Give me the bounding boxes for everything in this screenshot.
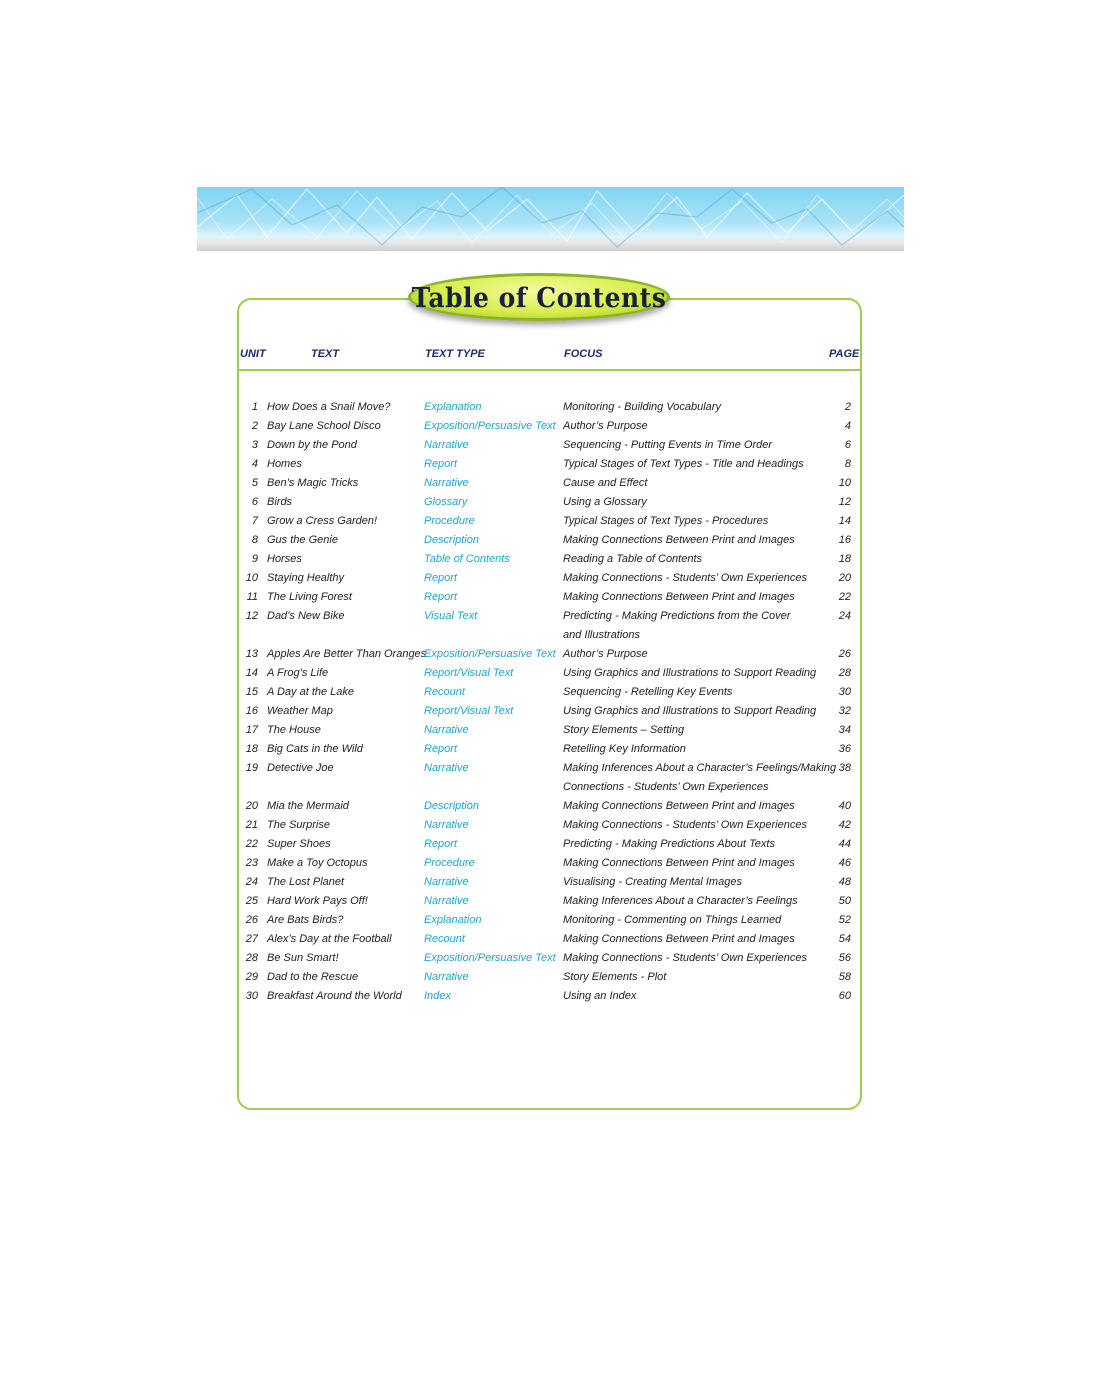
page-number: 28	[838, 667, 851, 679]
focus: Cause and Effect	[563, 477, 648, 489]
page-number: 18	[838, 553, 851, 565]
page-number: 40	[838, 800, 851, 812]
table-row	[0, 569, 1100, 588]
unit-number: 21	[245, 819, 258, 831]
unit-number: 23	[245, 857, 258, 869]
text-title: Staying Healthy	[267, 572, 345, 584]
text-title: Down by the Pond	[267, 439, 357, 451]
header-page: PAGE	[829, 348, 860, 360]
focus: Typical Stages of Text Types - Procedures	[563, 515, 769, 527]
page-number: 46	[838, 857, 851, 869]
focus: Author’s Purpose	[563, 648, 648, 660]
table-row	[0, 949, 1100, 968]
table-row	[0, 436, 1100, 455]
unit-number: 3	[251, 439, 258, 451]
page-number: 10	[838, 477, 851, 489]
text-type: Report	[424, 838, 458, 850]
text-type: Visual Text	[424, 610, 478, 622]
unit-number: 29	[245, 971, 258, 983]
table-row	[0, 626, 1100, 645]
header-banner	[197, 187, 904, 251]
text-type: Recount	[424, 933, 465, 945]
page-number: 30	[838, 686, 851, 698]
page-number: 34	[838, 724, 851, 736]
unit-number: 9	[251, 553, 258, 565]
focus: Reading a Table of Contents	[563, 553, 703, 565]
focus: Making Connections - Students’ Own Experiences	[563, 952, 807, 964]
table-row	[0, 740, 1100, 759]
text-title: Are Bats Birds?	[267, 914, 344, 926]
text-title: Bay Lane School Disco	[267, 420, 381, 432]
table-row	[0, 987, 1100, 1006]
unit-number: 20	[245, 800, 258, 812]
header-text: TEXT	[311, 348, 340, 360]
focus: Using an Index	[563, 990, 637, 1002]
table-row	[0, 683, 1100, 702]
unit-number: 30	[245, 990, 258, 1002]
unit-number: 2	[251, 420, 258, 432]
unit-number: 7	[251, 515, 258, 527]
text-type: Description	[424, 534, 480, 546]
text-type: Report/Visual Text	[424, 705, 514, 717]
table-row	[0, 892, 1100, 911]
text-type: Narrative	[424, 477, 469, 489]
focus: Sequencing - Putting Events in Time Order	[563, 439, 773, 451]
text-title: Grow a Cress Garden!	[267, 515, 378, 527]
table-row	[0, 873, 1100, 892]
header-focus: FOCUS	[564, 348, 603, 360]
unit-number: 13	[245, 648, 258, 660]
focus: Making Connections Between Print and Images	[563, 591, 795, 603]
text-title: Big Cats in the Wild	[267, 743, 363, 755]
text-type: Explanation	[424, 401, 482, 413]
table-row	[0, 531, 1100, 550]
text-type: Recount	[424, 686, 465, 698]
unit-number: 24	[245, 876, 258, 888]
text-type: Report	[424, 458, 458, 470]
page-number: 36	[838, 743, 851, 755]
text-type: Description	[424, 800, 480, 812]
text-title: Detective Joe	[267, 762, 334, 774]
unit-number: 26	[245, 914, 258, 926]
focus: Story Elements – Setting	[563, 724, 685, 736]
text-type: Narrative	[424, 762, 469, 774]
unit-number: 5	[251, 477, 258, 489]
focus: Making Connections - Students’ Own Experiences	[563, 819, 807, 831]
text-type: Exposition/Persuasive Text	[424, 420, 556, 432]
focus: Monitoring - Commenting on Things Learned	[563, 914, 782, 926]
unit-number: 16	[245, 705, 258, 717]
text-type: Narrative	[424, 895, 469, 907]
page-number: 56	[838, 952, 851, 964]
header-divider	[238, 369, 862, 371]
table-row	[0, 493, 1100, 512]
unit-number: 22	[245, 838, 258, 850]
focus: Author’s Purpose	[563, 420, 648, 432]
banner-zigzag-pattern	[197, 187, 904, 251]
page-number: 6	[844, 439, 851, 451]
text-type: Explanation	[424, 914, 482, 926]
focus: Making Connections Between Print and Images	[563, 800, 795, 812]
table-row	[0, 835, 1100, 854]
unit-number: 1	[251, 401, 258, 413]
focus: Story Elements - Plot	[563, 971, 667, 983]
table-row	[0, 854, 1100, 873]
focus: Using a Glossary	[563, 496, 647, 508]
unit-number: 8	[251, 534, 258, 546]
focus: Making Inferences About a Character’s Feelings	[563, 895, 798, 907]
page-number: 52	[838, 914, 851, 926]
focus: and Illustrations	[563, 629, 641, 641]
table-row	[0, 512, 1100, 531]
focus: Making Connections Between Print and Images	[563, 534, 795, 546]
text-type: Narrative	[424, 971, 469, 983]
page-title: Table of Contents	[411, 281, 667, 313]
page-number: 58	[838, 971, 851, 983]
text-type: Index	[424, 990, 451, 1002]
page-number: 44	[838, 838, 851, 850]
text-type: Report	[424, 591, 458, 603]
page-number: 14	[838, 515, 851, 527]
text-type: Glossary	[424, 496, 468, 508]
text-title: Be Sun Smart!	[267, 952, 339, 964]
text-type: Procedure	[424, 857, 475, 869]
text-title: Make a Toy Octopus	[267, 857, 368, 869]
focus: Monitoring - Building Vocabulary	[563, 401, 721, 413]
table-row	[0, 398, 1100, 417]
table-row	[0, 911, 1100, 930]
text-title: Alex’s Day at the Football	[267, 933, 392, 945]
page-number: 32	[838, 705, 851, 717]
text-title: Gus the Genie	[267, 534, 338, 546]
page-number: 20	[838, 572, 851, 584]
focus: Predicting - Making Predictions About Texts	[563, 838, 775, 850]
table-row	[0, 417, 1100, 436]
focus: Making Connections - Students’ Own Experiences	[563, 572, 807, 584]
text-title: Mia the Mermaid	[267, 800, 349, 812]
unit-number: 28	[245, 952, 258, 964]
text-title: A Day at the Lake	[267, 686, 355, 698]
focus: Using Graphics and Illustrations to Support Reading	[563, 667, 817, 679]
page-number: 4	[844, 420, 851, 432]
text-type: Procedure	[424, 515, 475, 527]
text-type: Report/Visual Text	[424, 667, 514, 679]
unit-number: 14	[245, 667, 258, 679]
unit-number: 11	[246, 591, 258, 603]
table-row	[0, 721, 1100, 740]
text-type: Narrative	[424, 724, 469, 736]
page-number: 22	[838, 591, 851, 603]
page-number: 12	[838, 496, 851, 508]
header-unit: UNIT	[240, 348, 266, 360]
text-type: Exposition/Persuasive Text	[424, 648, 556, 660]
focus: Predicting - Making Predictions from the Cover	[563, 610, 791, 622]
page-number: 42	[838, 819, 851, 831]
unit-number: 4	[251, 458, 258, 470]
text-type: Narrative	[424, 439, 469, 451]
text-title: Apples Are Better Than Oranges	[267, 648, 427, 660]
table-row	[0, 778, 1100, 797]
table-row	[0, 474, 1100, 493]
focus: Retelling Key Information	[563, 743, 686, 755]
header-text-type: TEXT TYPE	[425, 348, 485, 360]
page-number: 54	[838, 933, 851, 945]
table-row	[0, 759, 1100, 778]
focus: Sequencing - Retelling Key Events	[563, 686, 733, 698]
page-number: 60	[838, 990, 851, 1002]
unit-number: 17	[245, 724, 258, 736]
text-title: The Surprise	[267, 819, 330, 831]
unit-number: 10	[245, 572, 258, 584]
text-title: The House	[267, 724, 321, 736]
page-number: 50	[838, 895, 851, 907]
text-type: Exposition/Persuasive Text	[424, 952, 556, 964]
text-title: The Lost Planet	[267, 876, 345, 888]
focus: Connections - Students’ Own Experiences	[563, 781, 769, 793]
table-row	[0, 968, 1100, 987]
text-title: Homes	[267, 458, 302, 470]
table-row	[0, 607, 1100, 626]
page-number: 2	[844, 401, 851, 413]
focus: Making Connections Between Print and Images	[563, 933, 795, 945]
contents-table	[0, 398, 1100, 1006]
unit-number: 25	[245, 895, 258, 907]
text-type: Report	[424, 743, 458, 755]
text-title: How Does a Snail Move?	[267, 401, 391, 413]
page-number: 38	[838, 762, 851, 774]
page-number: 26	[838, 648, 851, 660]
focus: Making Inferences About a Character’s Feelings/Making	[563, 762, 837, 774]
text-title: Dad to the Rescue	[267, 971, 359, 983]
text-title: A Frog’s Life	[267, 667, 329, 679]
table-row	[0, 816, 1100, 835]
page-number: 16	[838, 534, 851, 546]
page-number: 24	[838, 610, 851, 622]
title-badge	[408, 273, 670, 321]
text-type: Narrative	[424, 819, 469, 831]
unit-number: 12	[245, 610, 258, 622]
text-type: Report	[424, 572, 458, 584]
text-title: Ben’s Magic Tricks	[267, 477, 359, 489]
text-type: Table of Contents	[424, 553, 510, 565]
text-title: The Living Forest	[267, 591, 352, 603]
text-title: Super Shoes	[267, 838, 331, 850]
focus: Making Connections Between Print and Images	[563, 857, 795, 869]
table-row	[0, 588, 1100, 607]
page-number: 8	[844, 458, 851, 470]
table-row	[0, 645, 1100, 664]
focus: Typical Stages of Text Types - Title and Headings	[563, 458, 804, 470]
text-title: Horses	[267, 553, 302, 565]
text-title: Birds	[267, 496, 293, 508]
table-row	[0, 664, 1100, 683]
text-title: Breakfast Around the World	[267, 990, 402, 1002]
unit-number: 19	[245, 762, 258, 774]
unit-number: 27	[245, 933, 258, 945]
page-number: 48	[838, 876, 851, 888]
unit-number: 15	[245, 686, 258, 698]
text-type: Narrative	[424, 876, 469, 888]
text-title: Dad’s New Bike	[267, 610, 345, 622]
table-row	[0, 797, 1100, 816]
table-row	[0, 930, 1100, 949]
text-title: Hard Work Pays Off!	[267, 895, 368, 907]
table-row	[0, 702, 1100, 721]
focus: Visualising - Creating Mental Images	[563, 876, 742, 888]
unit-number: 18	[245, 743, 258, 755]
table-row	[0, 550, 1100, 569]
text-title: Weather Map	[267, 705, 333, 717]
unit-number: 6	[251, 496, 258, 508]
table-row	[0, 455, 1100, 474]
focus: Using Graphics and Illustrations to Support Reading	[563, 705, 817, 717]
